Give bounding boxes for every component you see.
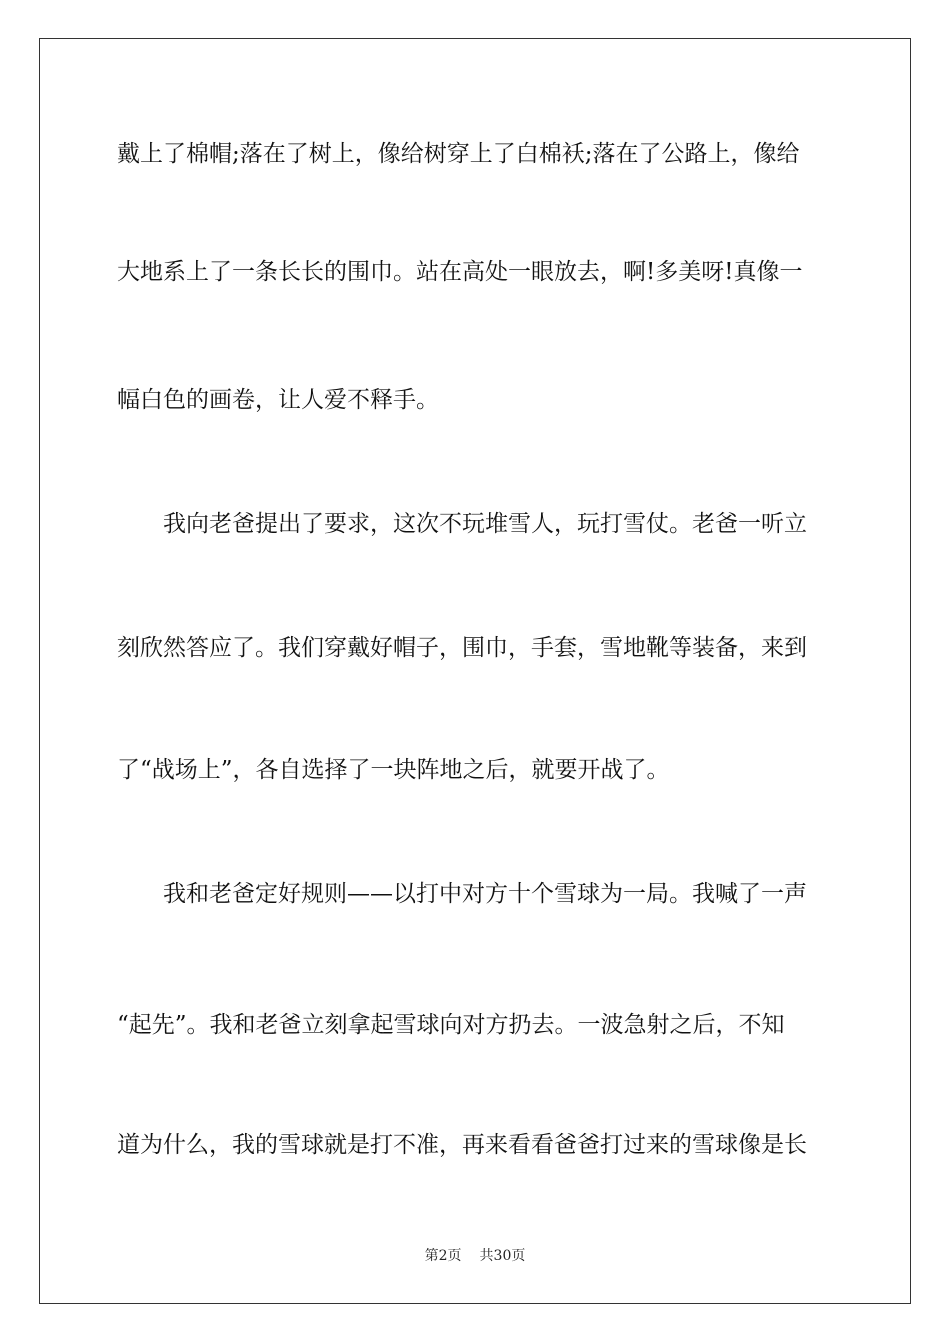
text-line-8: “起先”。我和老爸立刻拿起雪球向对方扔去。一波急射之后，不知 [117,1012,785,1038]
page-border [39,38,911,1304]
text-line-6: 了“战场上”，各自选择了一块阵地之后，就要开战了。 [117,757,670,783]
text-line-1: 戴上了棉帽;落在了树上，像给树穿上了白棉袄;落在了公路上，像给 [117,141,800,167]
page-total: 共30页 [479,1248,526,1264]
text-line-7: 我和老爸定好规则——以打中对方十个雪球为一局。我喊了一声 [163,881,807,907]
text-line-5: 刻欣然答应了。我们穿戴好帽子，围巾，手套，雪地靴等装备，来到 [117,635,807,661]
text-line-3: 幅白色的画卷，让人爱不释手。 [117,387,439,413]
text-line-9: 道为什么，我的雪球就是打不准，再来看看爸爸打过来的雪球像是长 [117,1132,807,1158]
text-line-2: 大地系上了一条长长的围巾。站在高处一眼放去，啊!多美呀!真像一 [117,259,803,285]
page-number: 第2页 [424,1248,462,1264]
page-footer [0,1247,950,1265]
text-line-4: 我向老爸提出了要求，这次不玩堆雪人，玩打雪仗。老爸一听立 [163,511,807,537]
